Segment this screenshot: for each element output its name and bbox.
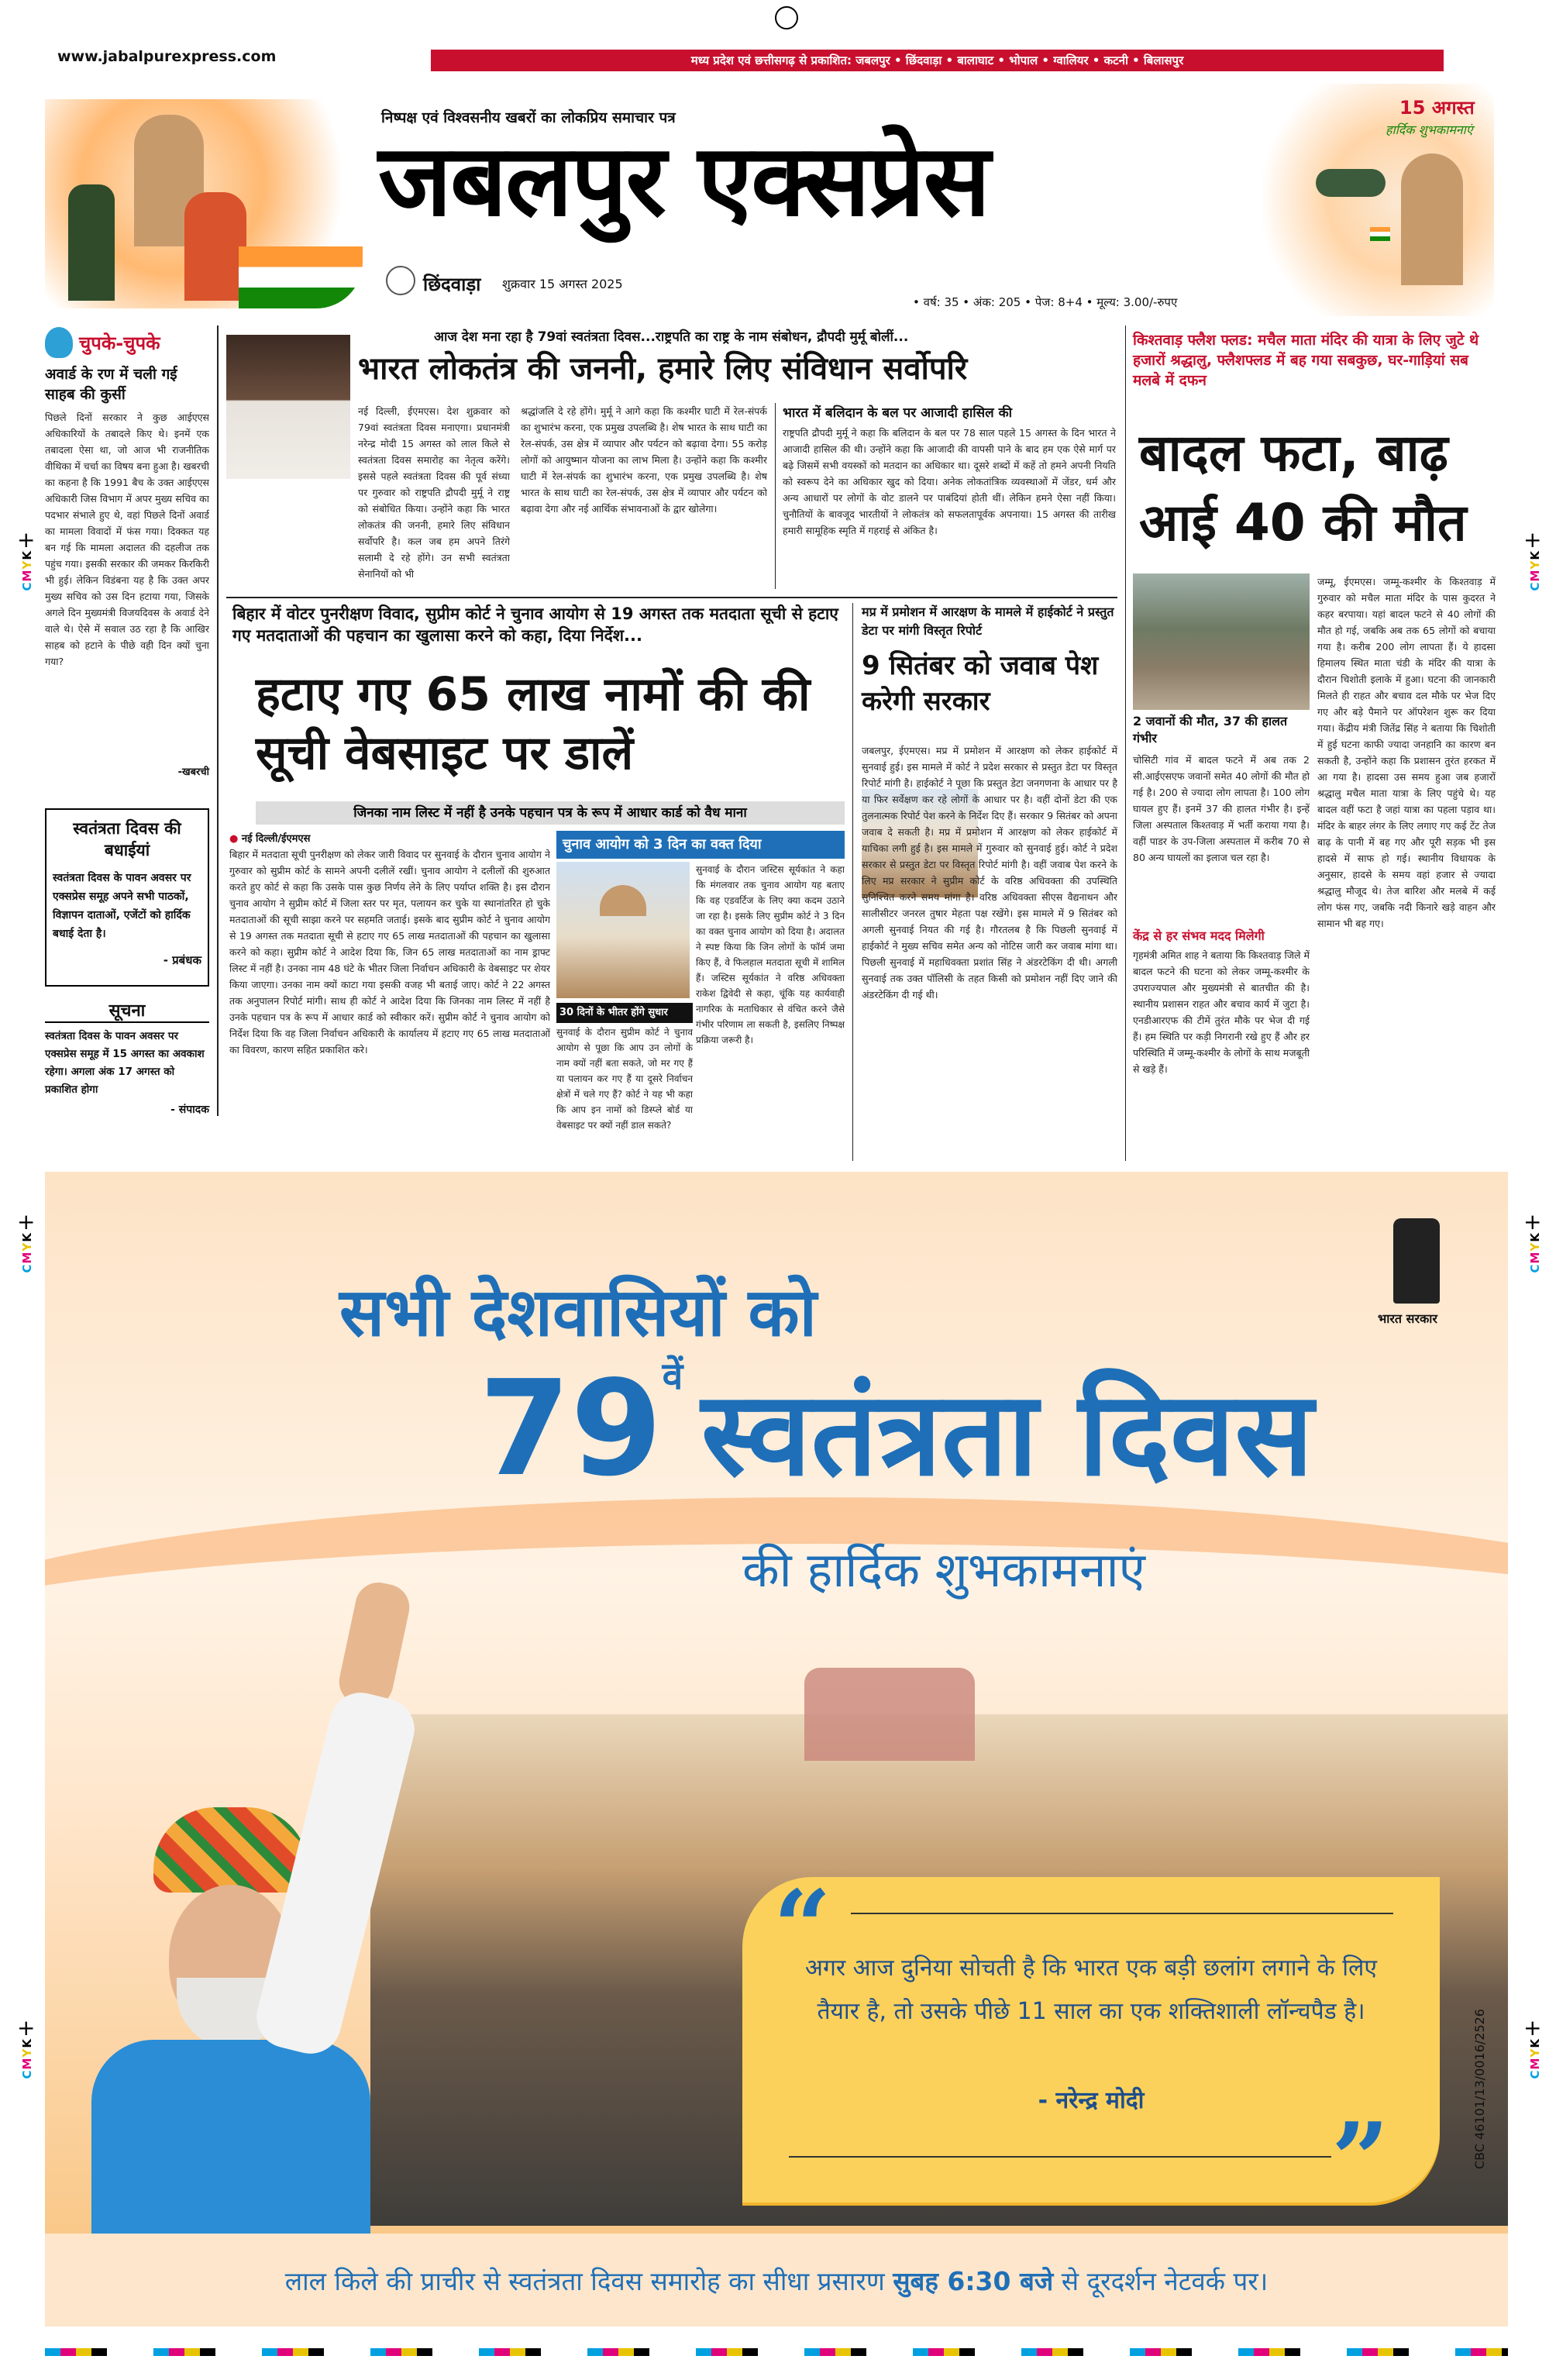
lead-bottom-rule — [226, 597, 1117, 598]
chupke-byline: -खबरची — [177, 766, 209, 778]
chupke-header — [45, 325, 209, 360]
quote-rule-bottom — [789, 2156, 1331, 2158]
ad-number: 79 — [479, 1352, 663, 1506]
cmyk-strip-icon: CMYK — [20, 550, 34, 591]
masthead — [45, 84, 1494, 325]
lead-headline: भारत लोकतंत्र की जननी, हमारे लिए संविधान सर्वोपरि — [358, 351, 968, 387]
crop-mark-plus-icon: + — [17, 1209, 36, 1235]
sub2-body: सुनवाई के दौरान सुप्रीम कोर्ट ने चुनाव आयोग से पूछा कि आप उन लोगों के नाम क्यों नहीं बता सकते, जो मर गए हैं या पलायन कर गए हैं या दूसरे निर्वाचन क्षेत्रों में चले गए हैं? कोर्ट ने यह भी कहा कि आप इन नामों को डिस्प्ले बोर्ड या वेबसाइट पर क्यों नहीं डाल सकते? — [556, 1027, 693, 1131]
open-quote-icon: “ — [773, 1868, 831, 1986]
pm-turban — [153, 1807, 308, 1893]
ad-footer-bold: सुबह 6:30 बजे — [893, 2265, 1054, 2296]
ad-code: CBC 46101/13/0016/2526 — [1472, 2009, 1487, 2169]
kishtwar-body: जम्मू, ईएमएस। जम्मू-कश्मीर के किश्तवाड़ में गुरुवार को मचैल माता मंदिर के पास कुदरत ने कहर बरपाया। यहां बादल फटने से 40 लोगों की मौत हो गई, जबकि अब तक 65 लोगों को बचाया गया है। करीब 200 लोग लापता हैं। ये हादसा हिमालय स्थित माता चंडी के मंदिर की यात्रा के दौरान चिशोती इलाके में हुआ। घटना की जानकारी मिलते ही राहत और बचाव दल मौके पर भेज दिए गए और बड़े पैमाने पर ऑपरेशन शुरू कर दिया गया। केंद्रीय मंत्री जितेंद्र सिंह ने बताया कि चिशोती में हुई घटना काफी ज्यादा जनहानि का कारण बन सकती है, उन्होंने कहा कि प्रशासन तुरंत हरकत में आ गया है। हादसा उस समय हुआ जब हजारों श्रद्धालु मचैल माता यात्रा के लिए पहुंचे थे। यह बादल वहीं फटा है जहां यात्रा का पहला पड़ाव था। मंदिर के बाहर लंगर के लिए लगाए गए कई टेंट तेज बाढ़ के पानी में बह गए और पूरी सड़क भी इस हादसे में साफ हो गई। स्थानीय विधायक के अनुसार, हादसे के समय वहां हजार से ज्यादा श्रद्धालु मौजूद थे। तेज बारिश और मलबे में कई लोग फंस गए, जबकि नदी किनारे खड़े वाहन और सामान भी बह गए। — [1317, 576, 1496, 929]
ad-sup: वें — [662, 1355, 683, 1398]
ad-footer — [45, 2234, 1508, 2327]
registration-mark — [775, 6, 798, 29]
supreme-court-photo — [556, 862, 690, 998]
cmyk-strip-icon: CMYK — [1528, 1232, 1542, 1273]
site-url[interactable]: www.jabalpurexpress.com — [57, 48, 277, 65]
bihar-dateline-text: नई दिल्ली/ईएमएस — [241, 833, 311, 845]
chupke-column — [45, 325, 209, 778]
bullet-icon: ● — [229, 833, 242, 845]
bihar-dateline — [229, 831, 310, 845]
bihar-kicker: बिहार में वोटर पुनरीक्षण विवाद, सुप्रीम कोर्ट ने चुनाव आयोग से 19 अगस्त तक मतदाता सूची से हटाए गए मतदाताओं की पहचान का खुलासा करने को कहा, दिया निर्देश... — [232, 604, 838, 645]
greeting-title: स्वतंत्रता दिवस की बधाईयां — [73, 819, 181, 859]
gandhi-icon — [386, 266, 415, 295]
color-bar-bottom — [45, 2348, 1508, 2356]
ad-line1: सभी देशवासियों को — [339, 1274, 817, 1352]
pm-figure — [60, 1575, 448, 2241]
crop-mark-plus-icon: + — [17, 527, 36, 553]
edition-name: छिंदवाड़ा — [423, 274, 481, 295]
lead-col2: श्रद्धांजलि दे रहे होंगे। मुर्मू ने आगे कहा कि कश्मीर घाटी में रेल-संपर्क का शुभारंभ करना, एक प्रमुख उपलब्धि है। शेष भारत के साथ घाटी का रेल-संपर्क, उस क्षेत्र में व्यापार और पर्यटन को बढ़ावा देगा। 55 करोड़ लोगों को आयुष्मान योजना का लाभ मिला है। उन्होंने कहा कि कश्मीर घाटी में रेल-संपर्क का शुभारंभ करना, एक प्रमुख उपलब्धि है। शेष भारत के साथ घाटी का रेल-संपर्क, उस क्षेत्र में व्यापार और पर्यटन को बढ़ावा देगा और नई आर्थिक संभावनाओं के द्वार खोलेगा। — [521, 405, 767, 515]
cmyk-strip-icon: CMYK — [20, 1232, 34, 1273]
kishtwar-kicker: किश्तवाड़ फ्लैश फ्लड: मचैल माता मंदिर की यात्रा के लिए जुटे थे हजारों श्रद्धालु, फ्लैशफ्लड में बह गया सबकुछ, घर-गाड़ियां सब मलबे में दफन — [1133, 332, 1479, 389]
cartoon-face-icon — [45, 327, 73, 358]
lead-side-head: भारत में बलिदान के बल पर आजादी हासिल की — [783, 405, 1013, 421]
right-badge-line2: हार्दिक शुभकामनाएं — [1386, 122, 1473, 137]
masthead-title: जबलपुर एक्सप्रेस — [378, 122, 990, 239]
ad-footer-end: से दूरदर्शन नेटवर्क पर। — [1061, 2265, 1269, 2296]
right-illustration — [1262, 84, 1494, 316]
kishtwar-headline: बादल फटा, बाढ़ आई 40 की मौत — [1139, 423, 1467, 553]
ad-line3: की हार्दिक शुभकामनाएं — [742, 1541, 1145, 1598]
hc-right-divider — [1125, 325, 1126, 1161]
ec-box-head: चुनाव आयोग को 3 दिन का वक्त दिया — [556, 831, 845, 859]
govt-ad — [45, 1172, 1508, 2327]
ad-line2-wrap — [479, 1350, 1313, 1508]
lead-side-divider — [775, 403, 776, 589]
ad-footer-text: लाल किले की प्राचीर से स्वतंत्रता दिवस समारोह का सीधा प्रसारण — [284, 2265, 885, 2296]
left-illustration — [45, 99, 363, 308]
notice-title: सूचना — [45, 998, 209, 1023]
quote-text: अगर आज दुनिया सोचती है कि भारत एक बड़ी छलांग लगाने के लिए तैयार है, तो उसके पीछे 11 साल का एक शक्तिशाली लॉन्चपैड है। — [805, 1955, 1377, 2025]
greeting-body: स्वतंत्रता दिवस के पावन अवसर पर एक्सप्रेस समूह अपने सभी पाठकों, विज्ञापन दाताओं, एजेंटों को हार्दिक बधाई देता है। — [53, 872, 191, 940]
flood-photo — [1133, 573, 1310, 710]
right-badge-line1: 15 अगस्त — [1399, 97, 1475, 119]
cmyk-strip-icon: CMYK — [1528, 2038, 1542, 2079]
helicopter-icon — [1316, 169, 1386, 197]
court-dome-icon — [600, 885, 646, 916]
ec-box-body: सुनवाई के दौरान जस्टिस सूर्यकांत ने कहा कि मंगलवार तक चुनाव आयोग यह बताए कि वह एडवर्टिज के लिए क्या कदम उठाने जा रहा है। इसके लिए सुप्रीम कोर्ट ने 3 दिन का वक्त चुनाव आयोग को दिया है। अदालत ने स्पष्ट किया कि जिन लोगों के फॉर्म जमा किए हैं, वे फिलहाल मतदाता सूची में शामिल हैं। जस्टिस सूर्यकांत ने वरिष्ठ अधिवक्ता राकेश द्विवेदी से कहा, चूंकि यह कार्यवाही नागरिक के मताधिकार से वंचित करने जैसे गंभीर परिणाम ला सकती है, इसलिए निष्पक्ष प्रक्रिया जरूरी है। — [696, 864, 845, 1045]
ad-line2: स्वतंत्रता दिवस — [701, 1367, 1313, 1502]
left-col-divider — [217, 325, 219, 1116]
edition-date: शुक्रवार 15 अगस्त 2025 — [502, 277, 623, 291]
india-gate-right-icon — [1401, 153, 1463, 285]
crop-mark-plus-icon: + — [17, 2015, 36, 2041]
greeting-box — [45, 808, 209, 987]
hc-headline: 9 सितंबर को जवाब पेश करेगी सरकार — [862, 650, 1099, 717]
lead-kicker: आज देश मना रहा है 79वां स्वतंत्रता दिवस...राष्ट्रपति का राष्ट्र के नाम संबोधन, द्रौपदी मुर्मू बोलीं... — [434, 329, 909, 345]
pm-hand — [335, 1578, 414, 1710]
bihar-body: बिहार में मतदाता सूची पुनरीक्षण को लेकर जारी विवाद पर सुनवाई के दौरान चुनाव आयोग ने गुरुवार को सुप्रीम कोर्ट के सामने अपनी दलीलें रखीं। चुनाव आयोग ने दलीलों की शुरुआत करते हुए कोर्ट से कहा कि उसके पास कुछ निर्णय लेने के लिए पर्याप्त शक्ति है। इस दौरान चुनाव आयोग ने सुप्रीम कोर्ट में जिला स्तर पर मृत, पलायन कर चुके या स्थानांतरित हो चुके मतदाताओं की सूची साझा करने पर सहमति जताई। इसके बाद सुप्रीम कोर्ट ने चुनाव आयोग से 19 अगस्त तक मतदाता सूची से हटाए गए 65 लाख मतदाताओं की पहचान का खुलासा करने को कहा। सुप्रीम कोर्ट ने आदेश दिया कि, जिन 65 लाख मतदाताओं का नाम ड्राफ्ट लिस्ट में नहीं है। उनका नाम 48 घंटे के भीतर जिला निर्वाचन अधिकारी के वेबसाइट पर शेयर किया जाएगा। उनका नाम क्यों काटा गया इसकी वजह भी बताई जाए। कोर्ट ने 22 अगस्त तक अनुपालन रिपोर्ट मांगी। साथ ही कोर्ट ने आदेश दिया कि जिनका नाम लिस्ट में नहीं है उनके पहचान पत्र के रूप में आधार कार्ड को स्वीकार करें। सुप्रीम कोर्ट ने चुनाव आयोग को निर्देश दिया कि वह जिला निर्वाचन अधिकारी के कार्यालय में हटाए गए 65 लाख मतदाताओं का विवरण, कारण सहित प्रकाशित करे। — [229, 849, 550, 1056]
red-fort-icon — [804, 1668, 975, 1761]
bihar-sub-bar: जिनका नाम लिस्ट में नहीं है उनके पहचान पत्र के रूप में आधार कार्ड को वैध माना — [256, 801, 845, 825]
dancer-figure — [184, 192, 246, 301]
quote-rule-top — [851, 1913, 1393, 1914]
chupke-label: चुपके-चुपके — [79, 332, 160, 354]
kishtwar-body3: गृहमंत्री अमित शाह ने बताया कि किश्तवाड़ जिले में बादल फटने की घटना को लेकर जम्मू-कश्मीर के उपराज्यपाल और मुख्यमंत्री से बातचीत की है। स्थानीय प्रशासन राहत और बचाव कार्य में जुटा है। एनडीआरएफ की टीमें तुरंत मौके पर भेज दी गई हैं। हम स्थिति पर कड़ी निगरानी रखे हुए हैं और हर परिस्थिति में जम्मू-कश्मीर के लोगों के साथ मजबूती से खड़े हैं। — [1133, 949, 1310, 1075]
lead-side-body: राष्ट्रपति द्रौपदी मुर्मू ने कहा कि बलिदान के बल पर 78 साल पहले 15 अगस्त के दिन भारत ने आजादी हासिल की थी। उन्होंने कहा कि आजादी की वापसी पाने के बाद हम एक ऐसे मार्ग पर बढ़े जिसमें सभी वयस्कों को मतदान का अधिकार था। दूसरे शब्दों में कहें तो हमने अपनी नियति को स्वरूप देने का अधिकार खुद को दिया। अनेक लोकतांत्रिक व्यवस्थाओं में जेंडर, धर्म और अन्य आधारों पर लोगों के वोट डालने पर पाबंदियां होती थीं। लेकिन हमने ऐसा नहीं किया। चुनौतियों के बावजूद भारतीयों ने लोकतंत्र को सफलतापूर्वक अपनाया। 15 अगस्त की तारीख हमारी सामूहिक स्मृति में गहराई से अंकित है। — [783, 427, 1116, 536]
notice-sign: - संपादक — [170, 1104, 209, 1116]
hc-kicker: मप्र में प्रमोशन में आरक्षण के मामले में हाईकोर्ट ने प्रस्तुत डेटा पर मांगी विस्तृत रिपोर्ट — [862, 604, 1114, 638]
masthead-tagline: निष्पक्ष एवं विश्वसनीय खबरों का लोकप्रिय समाचार पत्र — [381, 109, 676, 126]
pm-jacket — [91, 2040, 370, 2241]
bihar-headline: हटाए गए 65 लाख नामों की की सूची वेबसाइट पर डालें — [256, 667, 811, 780]
crop-mark-plus-icon: + — [1523, 1209, 1542, 1235]
lead-col1: नई दिल्ली, ईएमएस। देश शुक्रवार को 79वां स्वतंत्रता दिवस मनाएगा। प्रधानमंत्री नरेन्द्र मोदी 15 अगस्त को लाल किले से स्वतंत्रता दिवस समारोह का नेतृत्व करेंगे। इससे पहले स्वतंत्रता दिवस की पूर्व संध्या पर गुरुवार को राष्ट्रपति द्रौपदी मुर्मू ने राष्ट्र को संबोधित किया। उन्होंने कहा कि भारत लोकतंत्र की जननी, हमारे लिए संविधान सर्वोपरि है। कल जब हम अपने तिरंगे सलामी दे रहे होंगे। उन सभी स्वतंत्रता सेनानियों को भी — [358, 405, 510, 580]
close-quote-icon: ” — [1331, 2100, 1389, 2219]
top-banner: मध्य प्रदेश एवं छत्तीसगढ़ से प्रकाशित: जबलपुर • छिंदवाड़ा • बालाघाट • भोपाल • ग्वालियर • कटनी • बिलासपुर — [431, 50, 1444, 71]
hc-body: जबलपुर, ईएमएस। मप्र में प्रमोशन में आरक्षण को लेकर हाईकोर्ट में सुनवाई हुई। इस मामले में कोर्ट ने प्रदेश सरकार से प्रस्तुत डेटा पर विस्तृत रिपोर्ट मांगी है। हाईकोर्ट ने पूछा कि प्रस्तुत डेटा जनगणना के आधार पर है या फिर सर्वेक्षण कर रहे लोगों के आधार पर है। वहीं दोनों डेटा की एक तुलनात्मक रिपोर्ट पेश करने के निर्देश दिए हैं। सरकार 9 सितंबर को अपना जवाब दे सकती है। मप्र में प्रमोशन में आरक्षण को लेकर हाईकोर्ट में याचिका लगी हुई है। इस मामले में गुरुवार को सुनवाई हुई। कोर्ट ने प्रदेश सरकार से प्रस्तुत डेटा पर विस्तृत रिपोर्ट मांगी है। वहीं जवाब पेश करने के लिए मप्र सरकार ने सुप्रीम कोर्ट के वरिष्ठ अधिवक्ता की उपस्थिति सुनिश्चित करने समय मांगा है। वरिष्ठ अधिवक्ता सीएस वैद्यनाथन और सालीसीटर जनरल तुषार मेहता पक्ष रखेंगे। इस मामले में 9 सितंबर को अगली सुनवाई नियत की गई है। गौरतलब है कि पिछली सुनवाई में हाईकोर्ट ने मुख्य सचिव समेत अन्य को नोटिस जारी कर जवाब मांगा था। पिछली सुनवाई में महाधिवक्ता प्रशांत सिंह ने अंडरटेकिंग दी थी। अगली सुनवाई तक उक्त पॉलिसी के तहत किसी को प्रमोशन नहीं दिए जाने की अंडरटेकिंग दी गई थी। — [862, 745, 1117, 1001]
emblem-label: भारत सरकार — [1378, 1311, 1437, 1326]
bihar-right-divider — [852, 603, 853, 1161]
sub2-head: 30 दिनों के भीतर होंगे सुधार — [556, 1003, 693, 1023]
kishtwar-sub-head: केंद्र से हर संभव मदद मिलेगी — [1133, 928, 1265, 943]
chupke-headline: अवार्ड के रण में चली गई साहब की कुर्सी — [45, 366, 177, 403]
notice-body: स्वतंत्रता दिवस के पावन अवसर पर एक्सप्रेस समूह में 15 अगस्त का अवकाश रहेगा। अगला अंक 17 अगस्त को प्रकाशित होगा — [45, 1030, 205, 1096]
cmyk-strip-icon: CMYK — [1528, 550, 1542, 591]
quote-author: - नरेन्द्र मोदी — [1038, 2087, 1145, 2114]
notice-box — [45, 998, 209, 1116]
ashoka-emblem-icon — [1393, 1218, 1440, 1304]
crop-mark-plus-icon: + — [1523, 2015, 1542, 2041]
crop-mark-plus-icon: + — [1523, 527, 1542, 553]
chupke-body: पिछले दिनों सरकार ने कुछ आईएएस अधिकारियों के तबादले किए थे। इनमें एक तबादला ऐसा था, जो आज भी राजनीतिक वीथिका में चर्चा का विषय बना हुआ है। खबरची का कहना है कि 1991 बैच के उक्त आईएएस अधिकारी जिस विभाग में अपर मुख्य सचिव का पदभार संभाले हुए थे, वहां पिछले दिनों अवार्ड का मामला विवादों में फंस गया। दिक्कत यह बन गई कि मामला अदालत की दहलीज तक पहुंच गया। इसकी सरकार की जमकर किरकिरी भी हुई। लेकिन विडंबना यह है कि उक्त अपर मुख्य सचिव को उस दिन हटाया गया, जिसके अगले दिन मुख्यमंत्री विजयदिवस के अवार्ड देने वाले थे। ऐसे में सवाल उठ रहा है कि आखिर साहब को हटाने के पीछे वही दिन क्यों चुना गया? — [45, 412, 209, 667]
flood-caption: 2 जवानों की मौत, 37 की हालत गंभीर — [1133, 714, 1288, 746]
greeting-sign: - प्रबंधक — [163, 953, 201, 967]
cmyk-strip-icon: CMYK — [20, 2038, 34, 2079]
flag-icon — [1370, 227, 1390, 241]
issue-meta: • वर्ष: 35 • अंक: 205 • पेज: 8+4 • मूल्य: 3.00/-रुपए — [913, 295, 1178, 309]
flag-wave — [239, 246, 363, 308]
president-photo — [226, 335, 350, 479]
soldier-figure — [68, 184, 115, 301]
quote-box — [742, 1868, 1440, 2219]
kishtwar-body2: चोसिटी गांव में बादल फटने में अब तक 2 सी.आईएसएफ जवानों समेत 40 लोगों की मौत हो गई है। 200 से ज्यादा लोग लापता है। 100 लोग घायल हुए हैं। इनमें 37 की हालत गंभीर है। इन्हें जिला अस्पताल किश्तवाड़ में भर्ती कराया गया है। वहीं पाडर के उप-जिला अस्पताल में करीब 70 से 80 अन्य घायलों का इलाज चल रहा है। — [1133, 754, 1310, 863]
